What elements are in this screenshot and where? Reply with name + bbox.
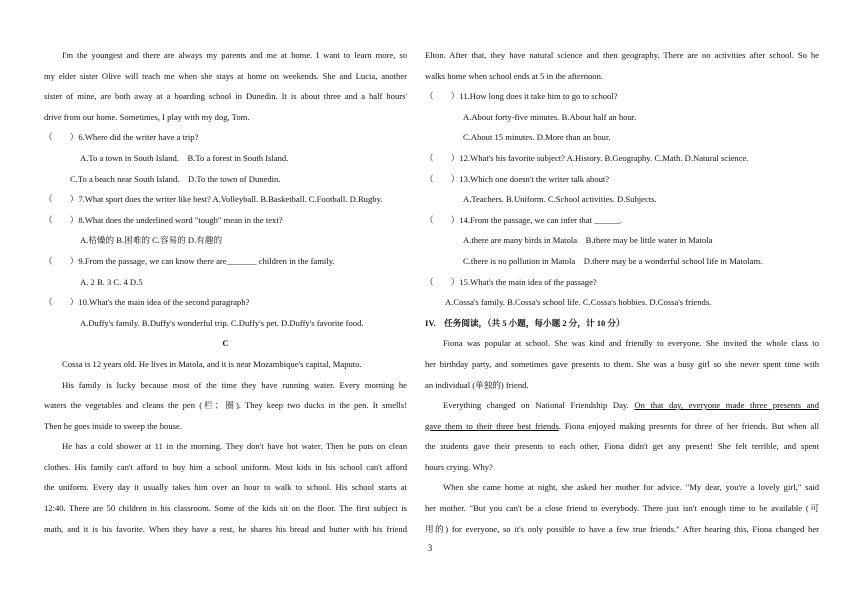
question-14: （ ）14.From the passage, we can infer that ______.	[425, 214, 623, 225]
question-8-options: A.枯燥的 B.困难的 C.容易的 D.有趣的	[80, 235, 223, 246]
question-15-options: A.Cossa's family. B.Cossa's school life. C.Cossa's hobbies. D.Cossa's friends.	[445, 297, 712, 308]
passage-line: 用的) for everyone, so it's only possible to have a few true friends." After hearing this, Fiona changed her	[425, 523, 819, 534]
passage-text: Everything changed on National Friendship Day.	[443, 400, 635, 411]
question-10: （ ）10.What's the main idea of the second paragraph?	[44, 297, 250, 308]
question-9-options: A. 2 B. 3 C. 4 D.5	[80, 276, 143, 287]
question-10-options: A.Duffy's family. B.Duffy's wonderful trip. C.Duffy's pet. D.Duffy's favorite food.	[80, 317, 364, 328]
passage-line: the uniform. Every day it usually takes him over an hour to walk to school. His school starts at	[44, 482, 407, 493]
passage-line: an individual (单独的) friend.	[425, 379, 529, 390]
question-14-options-ab: A.there are many birds in Matola B.there may be little water in Matola	[463, 235, 713, 246]
question-15: （ ）15.What's the main idea of the passage?	[425, 276, 597, 287]
question-11-options-ab: A.About forty-five minutes. B.About half an hour.	[463, 111, 637, 122]
passage-line	[425, 395, 819, 416]
section-c-heading: C	[222, 338, 229, 349]
passage-line: Cossa is 12 years old. He lives in Matola, and it is near Mozambique's capital, Maputo.	[62, 358, 362, 369]
passage-text: . Fiona enjoyed making presents for three of her friends. But when all	[558, 420, 819, 431]
question-11: （ ）11.How long does it take him to go to school?	[425, 91, 618, 102]
passage-line: her mother. "But you can't be a close friend to everybody. There just isn't enough time to be available (可	[425, 503, 819, 514]
question-9: （ ）9.From the passage, we can know there are_______ children in the family.	[44, 255, 335, 266]
passage-line: the students gave their presents to each other, Fiona didn't get any present! She felt terrible, and spent	[425, 441, 819, 452]
passage-line: sister of mine, are both away at a boarding school in Dunedin. It is about three and a half hours'	[44, 91, 407, 102]
passage-line: His family is lucky because most of the time they have running water. Every morning he	[62, 379, 407, 390]
question-7: （ ）7.What sport does the writer like best? A.Volleyball. B.Basketball. C.Football. D.Rugby.	[44, 194, 383, 205]
right-column	[425, 45, 819, 539]
passage-line: He has a cold shower at 11 in the morning. They don't have hot water. Then he puts on clean	[62, 441, 407, 452]
question-12: （ ）12.What's his favorite subject? A.History. B.Geography. C.Math. D.Natural science.	[425, 152, 749, 163]
question-13: （ ）13.Which one doesn't the writer talk about?	[425, 173, 610, 184]
passage-line: 12:40. There are 50 children in his classroom. Some of the kids sit on the floor. The first subject is	[44, 503, 407, 514]
passage-line: walks home when school ends at 5 in the afternoon.	[425, 70, 604, 81]
question-6-options-cd: C.To a beach near South Island. D.To the town of Dunedin.	[70, 173, 281, 184]
question-6: （ ）6.Where did the writer have a trip?	[44, 132, 199, 143]
question-11-options-cd: C.About 15 minutes. D.More than an hour.	[463, 132, 611, 143]
section-iv-heading: IV. 任务阅读，（共 5 小题，每小题 2 分，计 10 分）	[425, 317, 625, 328]
passage-line: When she came home at night, she asked her mother for advice. "My dear, you're a lovely girl," said	[443, 482, 819, 493]
left-column	[44, 45, 407, 539]
passage-line: her birthday party, and sometimes gave presents to them. She was a busy girl so she never spent time with	[425, 358, 819, 369]
question-13-options: A.Teachers. B.Uniform. C.School activities. D.Subjects.	[463, 194, 657, 205]
question-8: （ ）8.What does the underlined word "tough" mean in the text?	[44, 214, 283, 225]
passage-line: math, and it is his favorite. When they have a rest, he shares his bread and butter with his friend	[44, 523, 407, 534]
passage-line: drive from our home. Sometimes, I play with my dog, Tom.	[44, 111, 250, 122]
underlined-sentence: gave them to their three best friends	[425, 420, 559, 431]
passage-line: Then he goes inside to sweep the house.	[44, 420, 182, 431]
passage-line: I'm the youngest and there are always my parents and me at home. I want to learn more, so	[62, 50, 407, 60]
passage-line: my elder sister Olive will teach me when she stays at home on weekends. She and Lucia, another	[44, 70, 407, 81]
passage-line: clothes. His family can't afford to buy him a school uniform. Most kids in his school can't afford	[44, 461, 407, 472]
question-14-options-cd: C.there is no pollution in Matola D.there may be a wonderful school life in Matolam.	[463, 255, 763, 266]
page-number: 3	[427, 543, 433, 553]
question-6-options-ab: A.To a town in South Island. B.To a forest in South Island.	[80, 152, 289, 163]
passage-line: Elton. After that, they have natural science and then geography. There are no activities after school. So he	[425, 50, 819, 60]
underlined-sentence: On that day, everyone made three presents and	[634, 400, 819, 411]
passage-line: hours crying. Why?	[425, 461, 493, 472]
passage-line: Fiona was popular at school. She was kind and friendly to everyone. She invited the whole class to	[443, 338, 819, 349]
passage-line: waters the vegetables and cleans the pen (栏；圈). They keep two ducks in the pen. It smells!	[44, 400, 407, 411]
passage-line	[425, 416, 819, 437]
